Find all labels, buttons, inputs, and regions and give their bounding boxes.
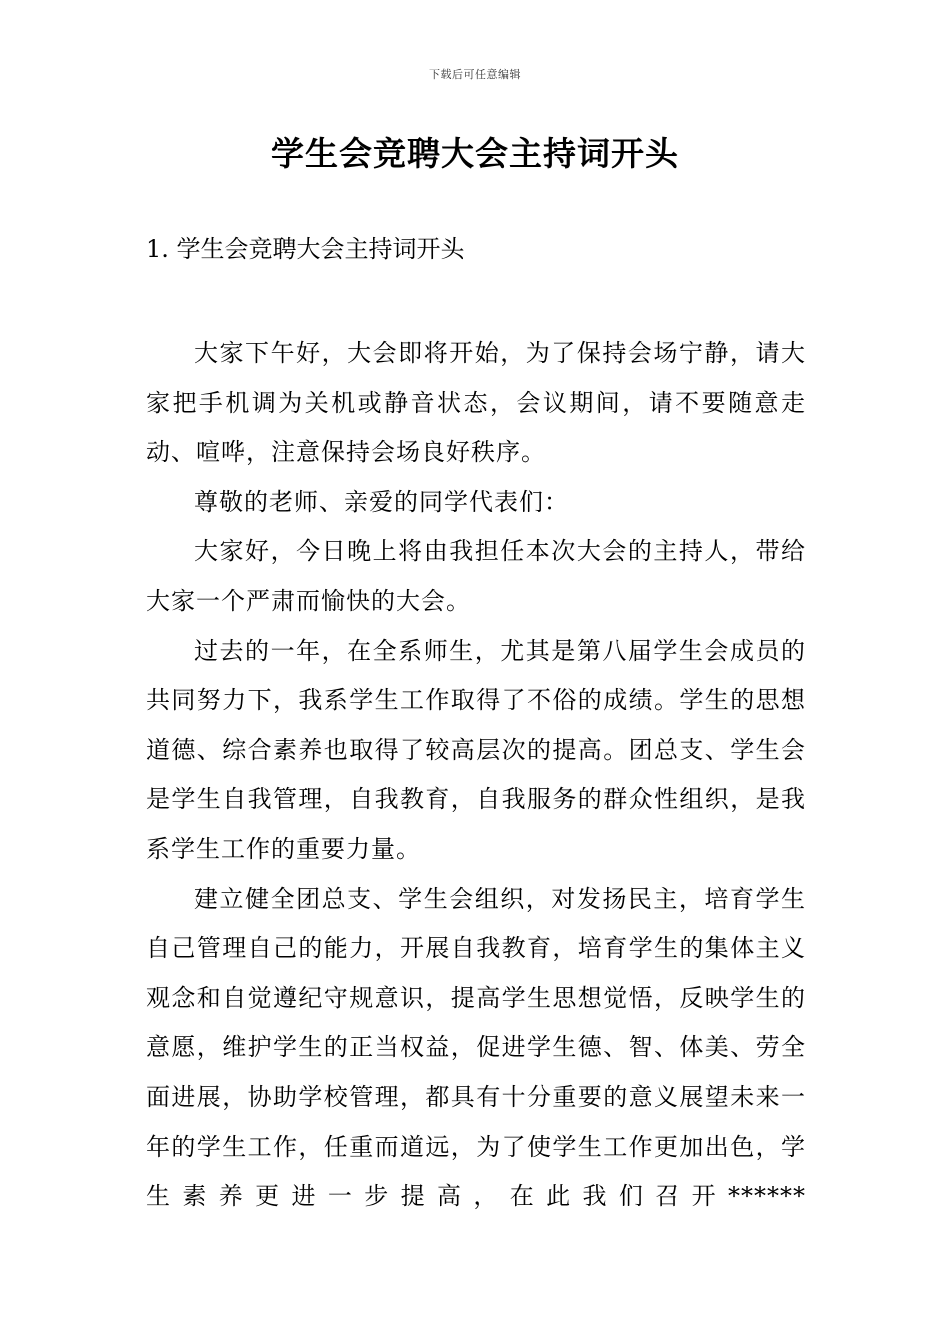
paragraph-greeting: 大家好，今日晚上将由我担任本次大会的主持人，带给大家一个严肃而愉快的大会。 bbox=[146, 537, 806, 615]
section-heading: 1. 学生会竞聘大会主持词开头 bbox=[146, 235, 465, 263]
paragraph-organization: 建立健全团总支、学生会组织，对发扬民主，培育学生自己管理自己的能力，开展自我教育，培育学生的集体主义观念和自觉遵纪守规意识，提高学生思想觉悟，反映学生的意愿，维护学生的正当权益，促进学生德、智、体美、劳全面进展，协助学校管理，都具有十分重要的意义展望未来一年的学生工作，任重而道远，为了使学生工作更加出色，学生素养更进一步提高，在此我们召开****** bbox=[146, 884, 806, 1211]
header-note: 下载后可任意编辑 bbox=[429, 68, 521, 81]
paragraph-opening-notice: 大家下午好，大会即将开始，为了保持会场宁静，请大家把手机调为关机或静音状态，会议期间，请不要随意走动、喧哗，注意保持会场良好秩序。 bbox=[146, 339, 806, 467]
document-body bbox=[146, 329, 806, 1222]
paragraph-past-year: 过去的一年，在全系师生，尤其是第八届学生会成员的共同努力下，我系学生工作取得了不俗的成绩。学生的思想道德、综合素养也取得了较高层次的提高。团总支、学生会是学生自我管理，自我教育，自我服务的群众性组织，是我系学生工作的重要力量。 bbox=[146, 636, 806, 863]
paragraph-salutation: 尊敬的老师、亲爱的同学代表们： bbox=[194, 487, 569, 516]
document-title: 学生会竞聘大会主持词开头 bbox=[271, 134, 679, 173]
